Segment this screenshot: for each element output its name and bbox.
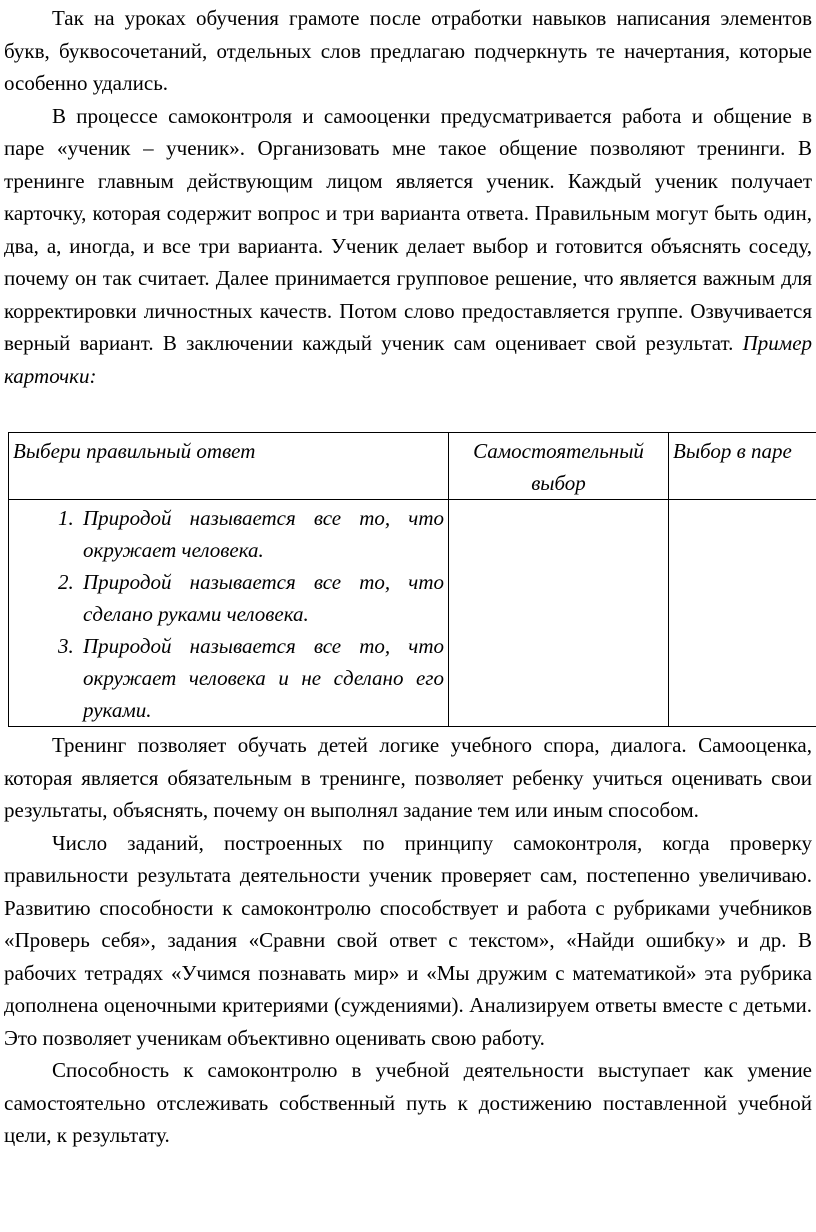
answer-option-3: 3. Природой называется все то, что окружает человека и не сделано его руками. (79, 630, 444, 726)
paragraph-self-control-tasks: Число заданий, построенных по принципу самоконтроля, когда проверку правильности результата деятельности ученик проверяет сам, постепенно увеличиваю. Развитию способности к самоконтролю способствует и работа с рубриками учебников «Проверь себя», задания «Сравни свой ответ с текстом», «Найди ошибку» и др. В рабочих тетрадях «Учимся познавать мир» и «Мы дружим с математикой» эта рубрика дополнена оценочными критериями (суждениями). Анализируем ответы вместе с детьми. Это позволяет ученикам объективно оценивать свою работу. (4, 830, 812, 1050)
paragraph-training-benefits: Тренинг позволяет обучать детей логике учебного спора, диалога. Самооценка, которая является обязательным в тренинге, позволяет ребенку учиться оценивать свои результаты, объяснять, почему он выполнял задание тем или иным способом. (4, 733, 812, 822)
example-card-label: Пример карточки: (4, 331, 813, 388)
header-question: Выбери правильный ответ (9, 433, 449, 500)
example-card-table (8, 432, 816, 727)
answer-option-2: 2. Природой называется все то, что сделано руками человека. (79, 566, 444, 630)
answer-options-list (13, 502, 444, 726)
paragraph-pair-work-text: В процессе самоконтроля и самооценки предусматривается работа и общение в паре «ученик – ученик». Организовать мне такое общение позволяют тренинги. В тренинге главным действующим лицом является ученик. Каждый ученик получает карточку, которая содержит вопрос и три варианта ответа. Правильным могут быть один, два, а, иногда, и все три варианта. Ученик делает выбор и готовится объяснять соседу, почему он так считает. Далее принимается групповое решение, что является важным для корректировки личностных качеств. Потом слово предоставляется группе. Озвучивается верный вариант. В заключении каждый ученик сам оценивает свой результат. (4, 103, 812, 355)
card-body-row (9, 500, 816, 727)
spacer (4, 392, 812, 432)
card-header-row (9, 433, 816, 500)
answer-options-cell (9, 500, 449, 727)
paragraph-pair-work (4, 100, 812, 393)
answer-option-1: 1. Природой называется все то, что окружает человека. (79, 502, 444, 566)
pair-choice-cell (669, 500, 816, 727)
paragraph-literacy-lessons: Так на уроках обучения грамоте после отработки навыков написания элементов букв, буквосочетаний, отдельных слов предлагаю подчеркнуть те начертания, которые особенно удались. (4, 6, 812, 95)
self-choice-cell (449, 500, 669, 727)
header-pair-choice: Выбор в паре (669, 433, 816, 500)
paragraph-self-control-ability: Способность к самоконтролю в учебной деятельности выступает как умение самостоятельно отслеживать собственный путь к достижению поставленной учебной цели, к результату. (4, 1058, 812, 1147)
header-self-choice: Самостоятельный выбор (449, 433, 669, 500)
